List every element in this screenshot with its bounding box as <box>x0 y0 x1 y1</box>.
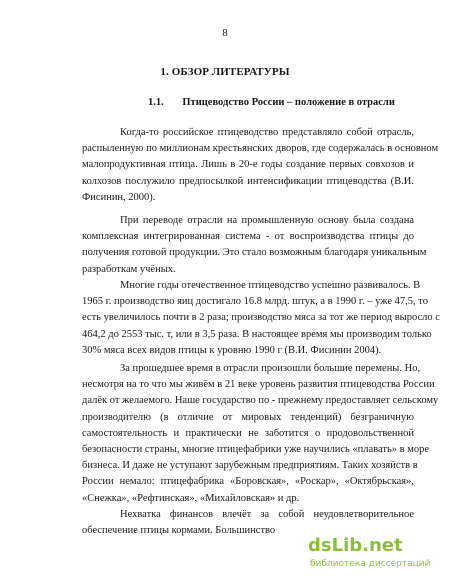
watermark <box>308 533 438 573</box>
text-line: безопасности страны, многие птицефабрики уже научились «плавать» в море <box>82 444 430 456</box>
text-line: Нехватка финансов влечёт за собой неудовлетворительное <box>120 509 414 520</box>
text-line: получения готовой продукции. Это стало возможным благодаря уникальным <box>82 247 427 259</box>
chapter-heading: 1. ОБЗОР ЛИТЕРАТУРЫ <box>160 66 290 78</box>
text-line: Фисинин, 2000). <box>82 191 156 203</box>
section-title: Птицеводство России – положение в отрасли <box>182 97 395 108</box>
section-heading <box>148 97 395 108</box>
text-line: Когда-то российское птицеводство представляло собой отрасль, <box>120 127 414 138</box>
page-number: 8 <box>222 27 228 39</box>
watermark-subtitle: библиотека диссертаций <box>310 559 431 569</box>
text-line: России немало: птицефабрика «Боровская», «Роскар», «Октябрьская», <box>82 476 414 488</box>
paragraph-2 <box>82 213 427 278</box>
text-line: разработкам учёных. <box>82 263 176 275</box>
text-line: 1965 г. производство яиц достигало 16.8 млрд. штук, а в 1990 г. – уже 47,5, то <box>82 296 428 308</box>
text-line: далёк от желаемого. Наше государство по - прежнему предоставляет сельскому <box>82 395 439 407</box>
paragraph-3 <box>82 278 440 359</box>
text-line: 464,2 до 2553 тыс. т, или в 3,5 раза. В настоящее время мы производим только <box>82 328 432 340</box>
text-line: производителю (в отличие от мировых тенденций) безграничную <box>82 411 414 423</box>
text-line: 30% мяса всех видов птицы к уровню 1990 г (В.И. Фисинин 2004). <box>82 344 382 356</box>
text-line: бизнеса. И даже не уступают зарубежным предприятиям. Таких хозяйств в <box>82 460 418 472</box>
text-line: есть увеличилось почти в 2 раза; производство мяса за тот же период выросло с <box>82 312 440 324</box>
paragraph-4 <box>82 361 439 507</box>
text-line: распыленную по миллионам крестьянских дворов, где содержалась в основном <box>82 143 439 155</box>
text-line: малопродуктивная птица. Лишь в 20-е годы создание первых совхозов и <box>82 159 414 171</box>
text-line: Многие годы отечественное птицеводство успешно развивалось. В <box>120 280 421 291</box>
paragraph-1 <box>82 125 439 206</box>
watermark-logo: dsLib.net <box>308 535 403 556</box>
text-line: колхозов послужило предпосылкой интенсификации птицеводства (В.И. <box>82 175 414 187</box>
text-line: самостоятельность и практически не заботится о продовольственной <box>82 427 414 439</box>
text-line: комплексная интегрированная система - от воспроизводства птицы до <box>82 231 414 243</box>
text-line: «Снежка», «Рефтинская», «Михайловская» и др. <box>82 492 300 504</box>
section-number: 1.1. <box>148 97 164 108</box>
text-line: При переводе отрасли на промышленную основу была создана <box>120 215 414 226</box>
text-line: обеспечение птицы кормами. Большинство <box>82 525 276 537</box>
text-line: несмотря на то что мы живём в 21 веке уровень развития птицеводства России <box>82 379 435 391</box>
text-line: За прошедшее время в отрасли произошли большие перемены. Но, <box>120 363 421 374</box>
